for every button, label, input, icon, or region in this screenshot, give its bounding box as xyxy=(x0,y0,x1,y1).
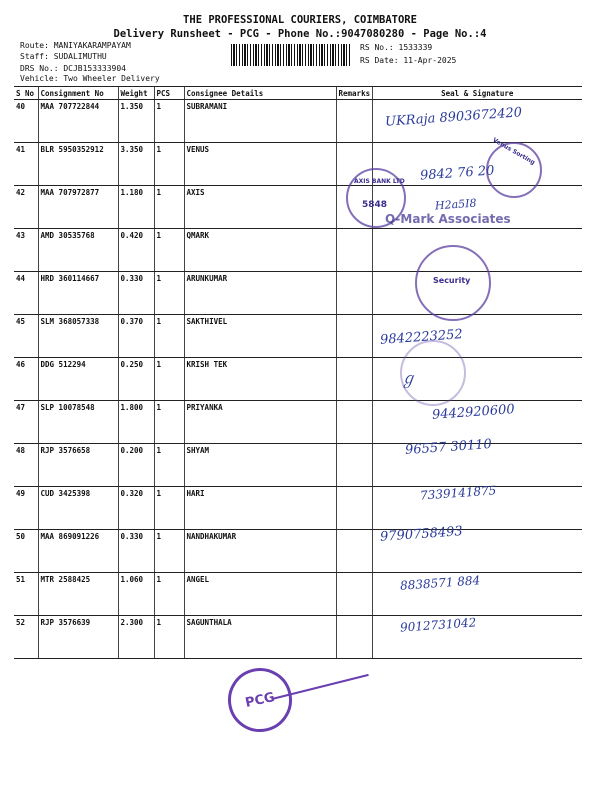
table-row xyxy=(14,530,582,573)
cell-consignment: MAA 707722844 xyxy=(38,100,118,143)
signature-52: 9012731042 xyxy=(399,615,477,635)
barcode xyxy=(231,44,351,66)
rs-date: RS Date: 11-Apr-2025 xyxy=(360,56,457,65)
cell-consignee: AXIS xyxy=(184,186,336,229)
cell-remarks xyxy=(336,315,372,358)
cell-consignment: AMD 30535768 xyxy=(38,229,118,272)
cell-consignee: SUBRAMANI xyxy=(184,100,336,143)
cell-sno: 49 xyxy=(14,487,38,530)
cell-weight: 1.800 xyxy=(118,401,154,444)
cell-consignee: VENUS xyxy=(184,143,336,186)
cell-consignee: ANGEL xyxy=(184,573,336,616)
signature-46: ℊ xyxy=(399,368,417,389)
cell-weight: 0.320 xyxy=(118,487,154,530)
cell-remarks xyxy=(336,444,372,487)
table-row xyxy=(14,315,582,358)
signature-40: UKRaja 8903672420 xyxy=(384,105,523,130)
drs-label: DRS No.: DCJB153333904 xyxy=(20,64,126,73)
cell-sno: 40 xyxy=(14,100,38,143)
cell-consignment: DDG 512294 xyxy=(38,358,118,401)
company-title: THE PROFESSIONAL COURIERS, COIMBATORE xyxy=(183,14,417,26)
rs-number: RS No.: 1533339 xyxy=(360,43,433,52)
signature-43: Q-Mark Associates xyxy=(385,212,511,226)
cell-weight: 0.370 xyxy=(118,315,154,358)
cell-pcs: 1 xyxy=(154,530,184,573)
table-row xyxy=(14,573,582,616)
cell-pcs: 1 xyxy=(154,229,184,272)
table-row xyxy=(14,444,582,487)
cell-pcs: 1 xyxy=(154,186,184,229)
signature-41: 9842 76 20 xyxy=(419,163,495,184)
signature-51: 8838571 884 xyxy=(399,573,481,593)
signature-45: 9842223252 xyxy=(379,327,464,348)
cell-pcs: 1 xyxy=(154,401,184,444)
cell-consignee: QMARK xyxy=(184,229,336,272)
cell-pcs: 1 xyxy=(154,487,184,530)
signature-42: H2a5I8 xyxy=(434,196,477,213)
cell-weight: 0.330 xyxy=(118,272,154,315)
table-row xyxy=(14,358,582,401)
cell-weight: 1.180 xyxy=(118,186,154,229)
cell-weight: 0.330 xyxy=(118,530,154,573)
cell-sno: 45 xyxy=(14,315,38,358)
axis-stamp-text: AXIS BANK LTD xyxy=(354,178,405,185)
cell-weight: 1.060 xyxy=(118,573,154,616)
table-header-row xyxy=(14,87,582,100)
cell-remarks xyxy=(336,401,372,444)
route-label: Route: MANIYAKARAMPAYAM xyxy=(20,41,131,50)
cell-sno: 44 xyxy=(14,272,38,315)
signature-48: 96557 30110 xyxy=(404,436,493,459)
cell-consignment: HRD 360114667 xyxy=(38,272,118,315)
runsheet-subtitle: Delivery Runsheet - PCG - Phone No.:9047080280 - Page No.:4 xyxy=(113,28,487,40)
pcg-stamp: PCG xyxy=(222,662,298,738)
cell-consignment: MAA 707972877 xyxy=(38,186,118,229)
vehicle-label: Vehicle: Two Wheeler Delivery xyxy=(20,74,160,83)
cell-sno: 50 xyxy=(14,530,38,573)
cell-sno: 46 xyxy=(14,358,38,401)
col-remarks: Remarks xyxy=(336,87,372,100)
venus-stamp-text: Venus Sorting xyxy=(491,136,537,167)
staff-label: Staff: SUDALIMUTHU xyxy=(20,52,107,61)
col-consignment: Consignment No xyxy=(38,87,118,100)
cell-weight: 0.420 xyxy=(118,229,154,272)
cell-pcs: 1 xyxy=(154,444,184,487)
signature-44: Security xyxy=(433,276,471,285)
col-sno: S No xyxy=(14,87,38,100)
cell-consignment: CUD 3425398 xyxy=(38,487,118,530)
cell-consignment: SLM 368057338 xyxy=(38,315,118,358)
cell-consignment: RJP 3576639 xyxy=(38,616,118,659)
cell-remarks xyxy=(336,573,372,616)
cell-remarks xyxy=(336,272,372,315)
cell-weight: 2.300 xyxy=(118,616,154,659)
cell-sno: 48 xyxy=(14,444,38,487)
cell-pcs: 1 xyxy=(154,315,184,358)
cell-consignee: ARUNKUMAR xyxy=(184,272,336,315)
cell-remarks xyxy=(336,530,372,573)
cell-pcs: 1 xyxy=(154,272,184,315)
col-weight: Weight xyxy=(118,87,154,100)
signature-49: 7339141875 xyxy=(419,483,497,503)
cell-remarks xyxy=(336,358,372,401)
cell-consignment: MTR 2588425 xyxy=(38,573,118,616)
cell-consignee: HARI xyxy=(184,487,336,530)
cell-consignment: BLR 5950352912 xyxy=(38,143,118,186)
cell-pcs: 1 xyxy=(154,573,184,616)
col-consignee: Consignee Details xyxy=(184,87,336,100)
cell-sno: 43 xyxy=(14,229,38,272)
cell-sno: 41 xyxy=(14,143,38,186)
table-row xyxy=(14,229,582,272)
cell-weight: 0.200 xyxy=(118,444,154,487)
cell-consignment: RJP 3576658 xyxy=(38,444,118,487)
signature-47: 9442920600 xyxy=(431,402,516,423)
axis-stamp-code: 5848 xyxy=(362,200,388,210)
cell-consignment: MAA 869091226 xyxy=(38,530,118,573)
cell-sno: 51 xyxy=(14,573,38,616)
cell-pcs: 1 xyxy=(154,143,184,186)
cell-remarks xyxy=(336,616,372,659)
cell-consignee: NANDHAKUMAR xyxy=(184,530,336,573)
cell-consignee: PRIYANKA xyxy=(184,401,336,444)
col-seal-signature: Seal & Signature xyxy=(372,87,582,100)
table-row xyxy=(14,616,582,659)
cell-sno: 47 xyxy=(14,401,38,444)
cell-weight: 3.350 xyxy=(118,143,154,186)
cell-pcs: 1 xyxy=(154,616,184,659)
table-row xyxy=(14,487,582,530)
signature-50: 9790758493 xyxy=(379,524,464,545)
cell-weight: 1.350 xyxy=(118,100,154,143)
cell-consignee: SAKTHIVEL xyxy=(184,315,336,358)
cell-consignment: SLP 10078548 xyxy=(38,401,118,444)
cell-consignee: KRISH TEK xyxy=(184,358,336,401)
cell-remarks xyxy=(336,100,372,143)
cell-consignee: SHYAM xyxy=(184,444,336,487)
cell-remarks xyxy=(336,229,372,272)
table-row xyxy=(14,272,582,315)
col-pcs: PCS xyxy=(154,87,184,100)
cell-sno: 52 xyxy=(14,616,38,659)
cell-sno: 42 xyxy=(14,186,38,229)
cell-weight: 0.250 xyxy=(118,358,154,401)
cell-pcs: 1 xyxy=(154,358,184,401)
cell-consignee: SAGUNTHALA xyxy=(184,616,336,659)
cell-pcs: 1 xyxy=(154,100,184,143)
cell-remarks xyxy=(336,487,372,530)
